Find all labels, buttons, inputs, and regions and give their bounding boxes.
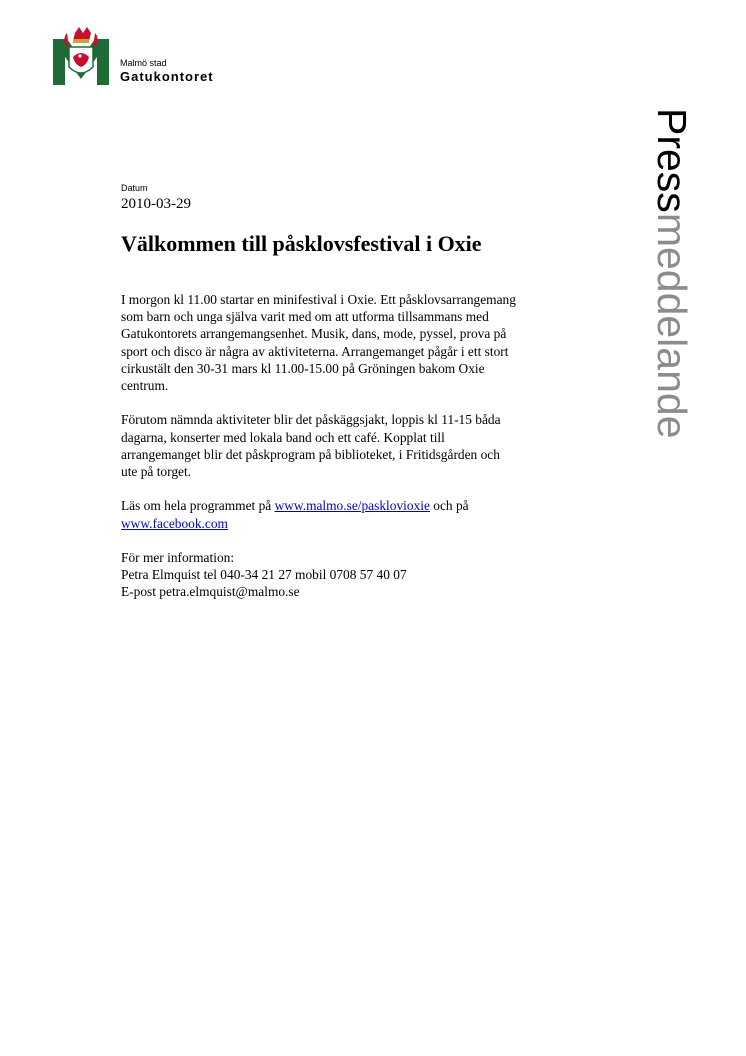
text-line: I morgon kl 11.00 startar en minifestival i Oxie. Ett påsklovsarrangemang xyxy=(121,292,516,307)
press-release-label-light: meddelande xyxy=(649,212,695,439)
date-label: Datum xyxy=(121,183,148,193)
press-release-label-dark: Press xyxy=(649,108,695,213)
org-department: Gatukontoret xyxy=(120,69,214,84)
links-middle: och på xyxy=(429,498,469,514)
contact-phone: Petra Elmquist tel 040-34 21 27 mobil 0708 57 40 07 xyxy=(121,567,407,583)
malmo-coat-of-arms-icon xyxy=(53,25,109,85)
text-line: ute på torget. xyxy=(121,464,192,480)
press-release-body xyxy=(121,291,601,618)
text-line: cirkustält den 30-31 mars kl 11.00-15.00 på Gröningen bakom Oxie xyxy=(121,360,485,376)
text-line: Gatukontorets arrangemangsenhet. Musik, dans, mode, pyssel, prova på xyxy=(121,326,507,342)
text-line: dagarna, konserter med lokala band och ett café. Kopplat till xyxy=(121,429,445,445)
paragraph-links xyxy=(121,497,601,531)
press-release-label xyxy=(642,108,702,578)
paragraph-contact xyxy=(121,549,601,601)
text-line xyxy=(121,497,601,514)
page-title: Välkommen till påsklovsfestival i Oxie xyxy=(121,231,482,256)
links-prefix: Läs om hela programmet på xyxy=(121,498,275,514)
paragraph-intro xyxy=(121,291,601,394)
contact-email: E-post petra.elmquist@malmo.se xyxy=(121,584,300,600)
program-link[interactable]: www.malmo.se/pasklovioxie xyxy=(274,498,430,514)
facebook-link[interactable]: www.facebook.com xyxy=(121,515,228,531)
text-line: som barn och unga själva varit med om att utforma tillsammans med xyxy=(121,309,489,325)
date-value: 2010-03-29 xyxy=(121,196,191,212)
org-city: Malmö stad xyxy=(120,58,167,68)
contact-heading: För mer information: xyxy=(121,550,235,565)
text-line: arrangemanget blir det påskprogram på biblioteket, i Fritidsgården och xyxy=(121,446,500,462)
text-line: Förutom nämnda aktiviteter blir det påskäggsjakt, loppis kl 11-15 båda xyxy=(121,412,501,428)
text-line xyxy=(121,515,601,532)
text-line: sport och disco är några av aktiviteterna. Arrangemanget pågår i ett stort xyxy=(121,343,509,359)
text-line: centrum. xyxy=(121,378,169,394)
paragraph-activities xyxy=(121,411,601,480)
